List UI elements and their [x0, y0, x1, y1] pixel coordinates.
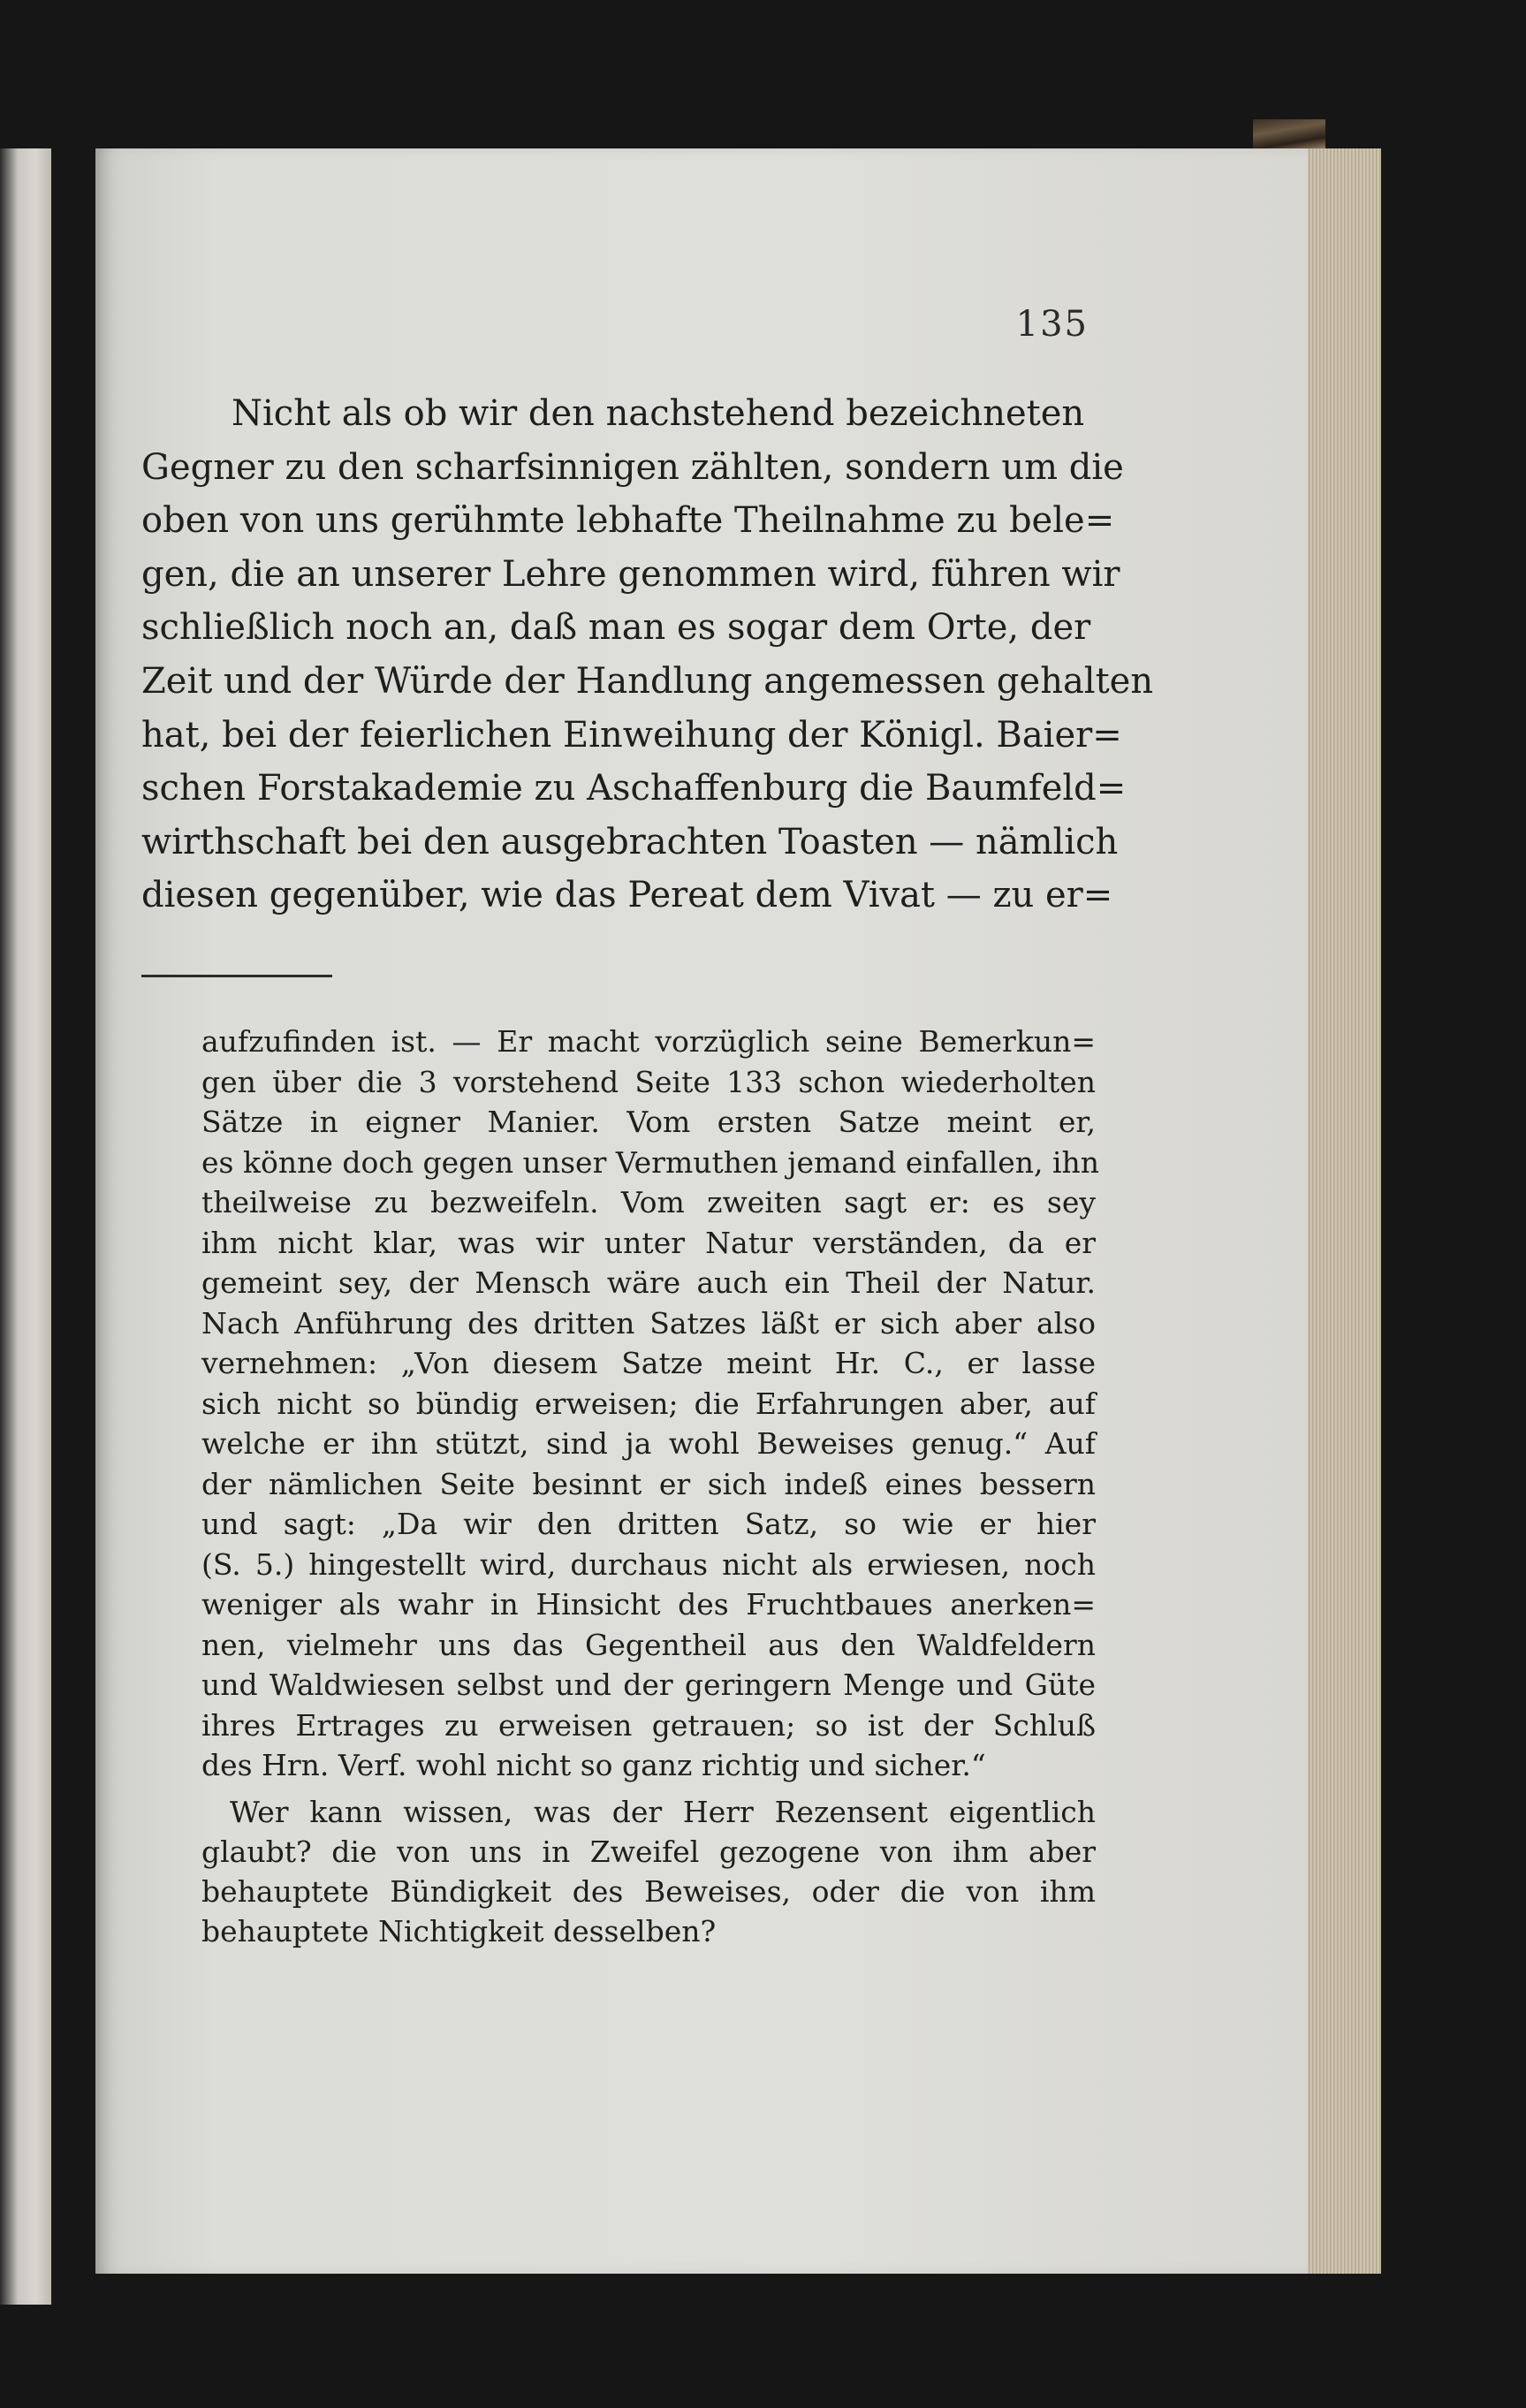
footnote-line: und Waldwiesen selbst und der geringern Menge und Güte [201, 1667, 1096, 1702]
footnote-paragraph [201, 1022, 1100, 1786]
text-line: oben von uns gerühmte lebhafte Theilnahme zu bele= [141, 500, 1115, 542]
footnote-line: nen, vielmehr uns das Gegentheil aus den Waldfeldern [201, 1627, 1096, 1662]
text-line: diesen gegenüber, wie das Pereat dem Vivat — zu er= [141, 875, 1113, 916]
main-paragraph [141, 387, 1154, 923]
text-line: schen Forstakademie zu Aschaffenburg die Baumfeld= [141, 768, 1127, 809]
text-line: wirthschaft bei den ausgebrachten Toasten — nämlich [141, 821, 1119, 862]
footnote-line: theilweise zu bezweifeln. Vom zweiten sagt er: es sey [201, 1185, 1096, 1219]
footnote-line: welche er ihn stützt, sind ja wohl Beweises genug.“ Auf [201, 1426, 1096, 1461]
text-line: Gegner zu den scharfsinnigen zählten, sondern um die [141, 446, 1124, 488]
footnote-line: Sätze in eigner Manier. Vom ersten Satze meint er, [201, 1105, 1096, 1139]
footnote-line: ihm nicht klar, was wir unter Natur verständen, da er [201, 1225, 1096, 1260]
footnote-line: gemeint sey, der Mensch wäre auch ein Theil der Natur. [201, 1265, 1096, 1300]
footnote-line: Nach Anführung des dritten Satzes läßt er sich aber also [201, 1305, 1096, 1341]
book-page-block [95, 148, 1293, 2274]
page-number: 135 [1015, 304, 1089, 345]
footnote-continuation-paragraph [201, 1792, 1096, 1951]
footnote-line: sich nicht so bündig erweisen; die Erfahrungen aber, auf [201, 1386, 1096, 1421]
text-line: Nicht als ob wir den nachstehend bezeichneten [232, 393, 1085, 434]
footnote-line: gen über die 3 vorstehend Seite 133 schon wiederholten [201, 1064, 1096, 1099]
footnote-line: glaubt? die von uns in Zweifel gezogene von ihm aber [201, 1834, 1096, 1869]
footnote-separator-rule [141, 975, 332, 977]
book-page [95, 148, 1308, 2274]
footnote-line: vernehmen: „Von diesem Satze meint Hr. C., er lasse [201, 1346, 1096, 1380]
footnote-line: und sagt: „Da wir den dritten Satz, so wie er hier [201, 1507, 1096, 1541]
text-line: schließlich noch an, daß man es sogar dem Orte, der [141, 607, 1091, 649]
text-line: hat, bei der feierlichen Einweihung der Königl. Baier= [141, 714, 1122, 756]
footnote-line: behauptete Nichtigkeit desselben? [201, 1914, 717, 1948]
footnote-line: (S. 5.) hingestellt wird, durchaus nicht als erwiesen, noch [201, 1546, 1096, 1582]
text-line: Zeit und der Würde der Handlung angemessen gehalten [141, 660, 1154, 702]
left-page-edge [0, 148, 51, 2305]
footnote-line: ihres Ertrages zu erweisen getrauen; so ist der Schluß [201, 1707, 1096, 1743]
footnote-line: des Hrn. Verf. wohl nicht so ganz richtig und sicher.“ [201, 1748, 986, 1782]
page-stack-edges [1306, 148, 1381, 2274]
footnote-line: Wer kann wissen, was der Herr Rezensent eigentlich [230, 1795, 1096, 1829]
text-line: gen, die an unserer Lehre genommen wird, führen wir [141, 553, 1120, 595]
footnote-line: weniger als wahr in Hinsicht des Fruchtbaues anerken= [201, 1587, 1096, 1622]
footnote-line: aufzufinden ist. — Er macht vorzüglich seine Bemerkun= [201, 1024, 1096, 1059]
footnote-line: es könne doch gegen unser Vermuthen jemand einfallen, ihn [201, 1144, 1100, 1180]
footnote-line: behauptete Bündigkeit des Beweises, oder die von ihm [201, 1874, 1096, 1909]
footnote-line: der nämlichen Seite besinnt er sich indeß eines bessern [201, 1466, 1096, 1501]
